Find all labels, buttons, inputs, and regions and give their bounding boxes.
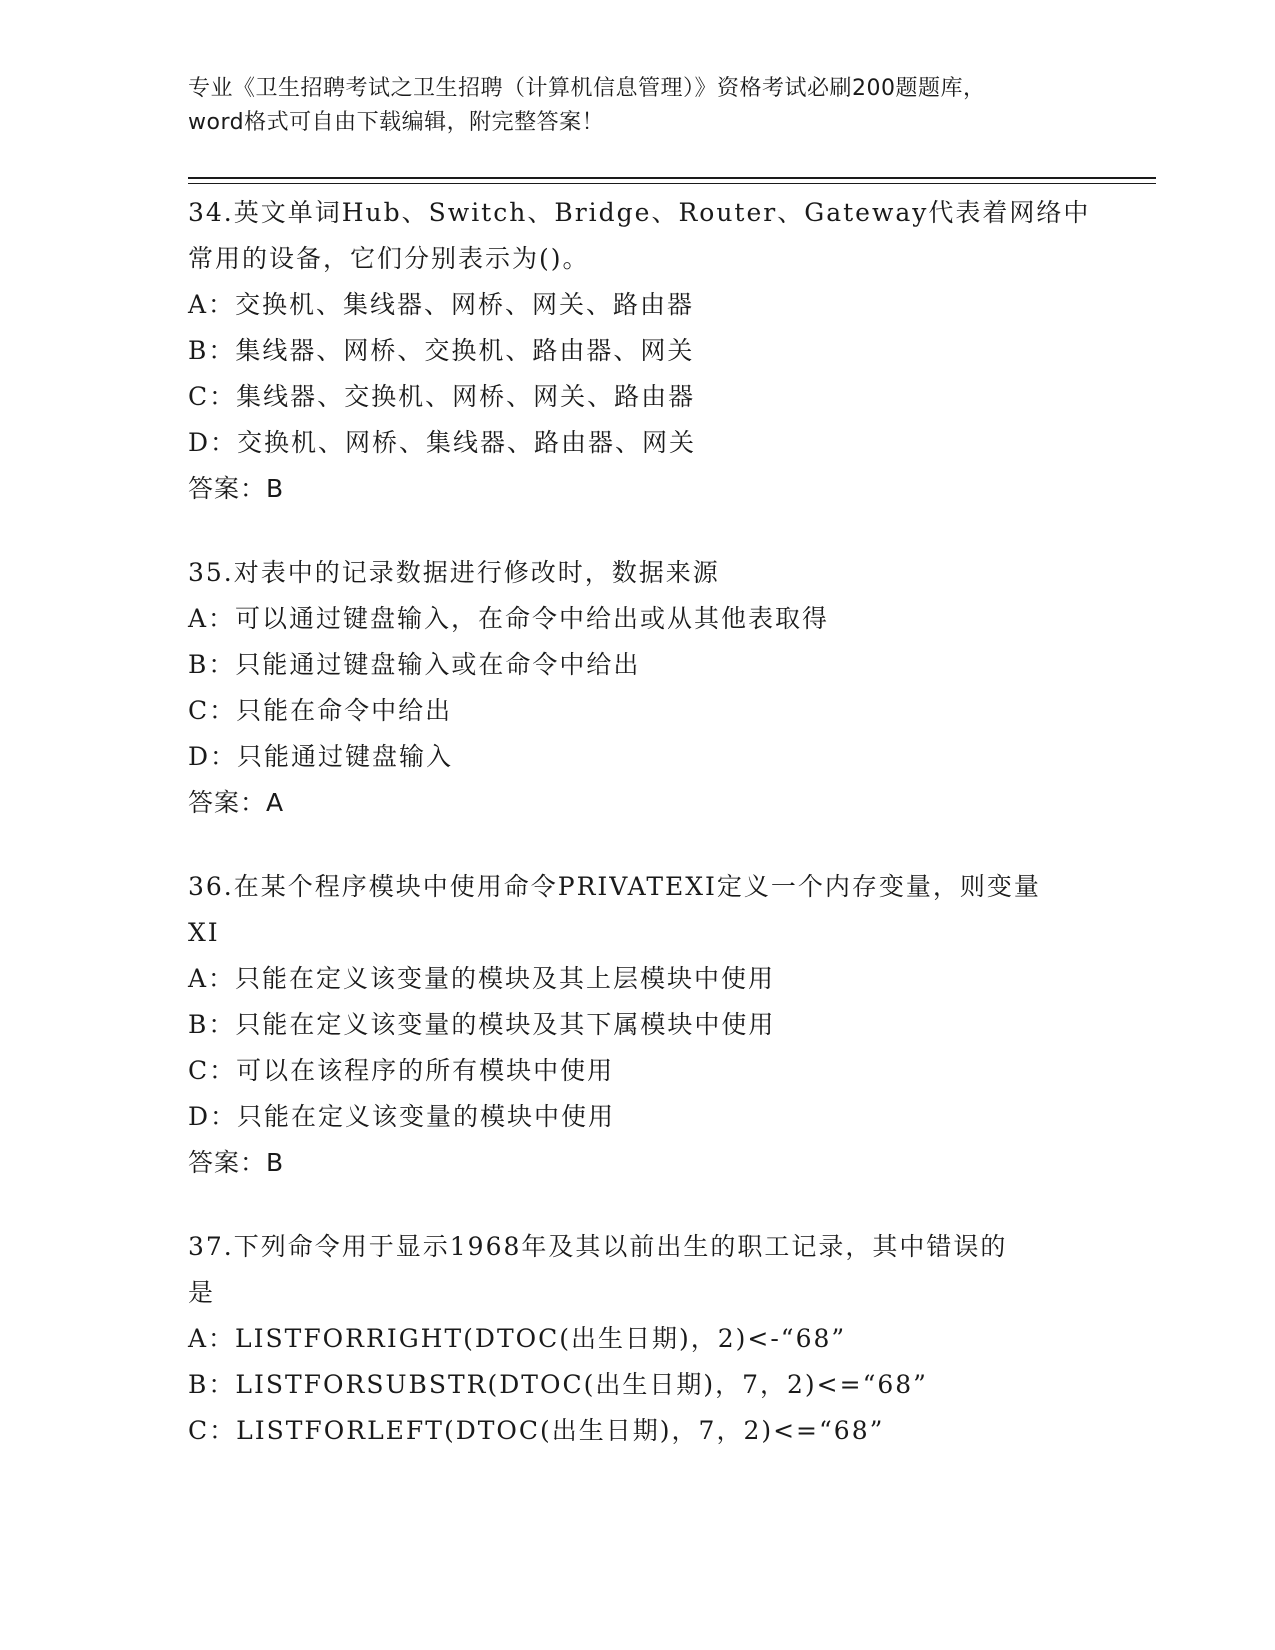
answer-label: 答案：A bbox=[188, 788, 285, 817]
option-b: B：集线器、网桥、交换机、路由器、网关 bbox=[188, 336, 695, 365]
question-stem-line: 35.对表中的记录数据进行修改时，数据来源 bbox=[188, 558, 720, 587]
option-a: A：LISTFORRIGHT(DTOC(出生日期)，2)<-“68” bbox=[188, 1324, 847, 1353]
question-stem-line: 37.下列命令用于显示1968年及其以前出生的职工记录，其中错误的 bbox=[188, 1232, 1008, 1261]
option-a: A：只能在定义该变量的模块及其上层模块中使用 bbox=[188, 964, 776, 993]
question-stem-line: 36.在某个程序模块中使用命令PRIVATEXI定义一个内存变量，则变量 bbox=[188, 872, 1041, 901]
document-header bbox=[188, 72, 1088, 140]
question-list bbox=[188, 190, 1091, 1492]
option-b: B：LISTFORSUBSTR(DTOC(出生日期)，7，2)<=“68” bbox=[188, 1370, 928, 1399]
question-36 bbox=[188, 864, 1088, 1186]
option-d: D：只能通过键盘输入 bbox=[188, 742, 454, 771]
option-c: C：只能在命令中给出 bbox=[188, 696, 453, 725]
option-c: C：LISTFORLEFT(DTOC(出生日期)，7，2)<=“68” bbox=[188, 1416, 885, 1445]
option-c: C：集线器、交换机、网桥、网关、路由器 bbox=[188, 382, 696, 411]
question-34 bbox=[188, 190, 1091, 512]
header-line-1: 专业《卫生招聘考试之卫生招聘（计算机信息管理）》资格考试必刷200题题库， bbox=[188, 76, 986, 101]
answer-label: 答案：B bbox=[188, 1148, 285, 1177]
option-b: B：只能在定义该变量的模块及其下属模块中使用 bbox=[188, 1010, 776, 1039]
option-a: A：交换机、集线器、网桥、网关、路由器 bbox=[188, 290, 695, 319]
question-stem-line: 常用的设备，它们分别表示为()。 bbox=[188, 244, 590, 273]
question-stem-line: 34.英文单词Hub、Switch、Bridge、Router、Gateway代表着网络中 bbox=[188, 198, 1091, 227]
answer-label: 答案：B bbox=[188, 474, 285, 503]
question-37 bbox=[188, 1224, 1088, 1454]
header-rule-thin bbox=[188, 183, 1156, 184]
question-35 bbox=[188, 550, 1088, 826]
option-c: C：可以在该程序的所有模块中使用 bbox=[188, 1056, 615, 1085]
question-stem-line: XI bbox=[188, 918, 220, 947]
header-rule-thick bbox=[188, 177, 1156, 179]
option-d: D：只能在定义该变量的模块中使用 bbox=[188, 1102, 616, 1131]
option-d: D：交换机、网桥、集线器、路由器、网关 bbox=[188, 428, 697, 457]
option-a: A：可以通过键盘输入，在命令中给出或从其他表取得 bbox=[188, 604, 830, 633]
question-stem-line: 是 bbox=[188, 1278, 216, 1307]
header-line-2: word格式可自由下载编辑，附完整答案！ bbox=[188, 110, 605, 135]
option-b: B：只能通过键盘输入或在命令中给出 bbox=[188, 650, 641, 679]
